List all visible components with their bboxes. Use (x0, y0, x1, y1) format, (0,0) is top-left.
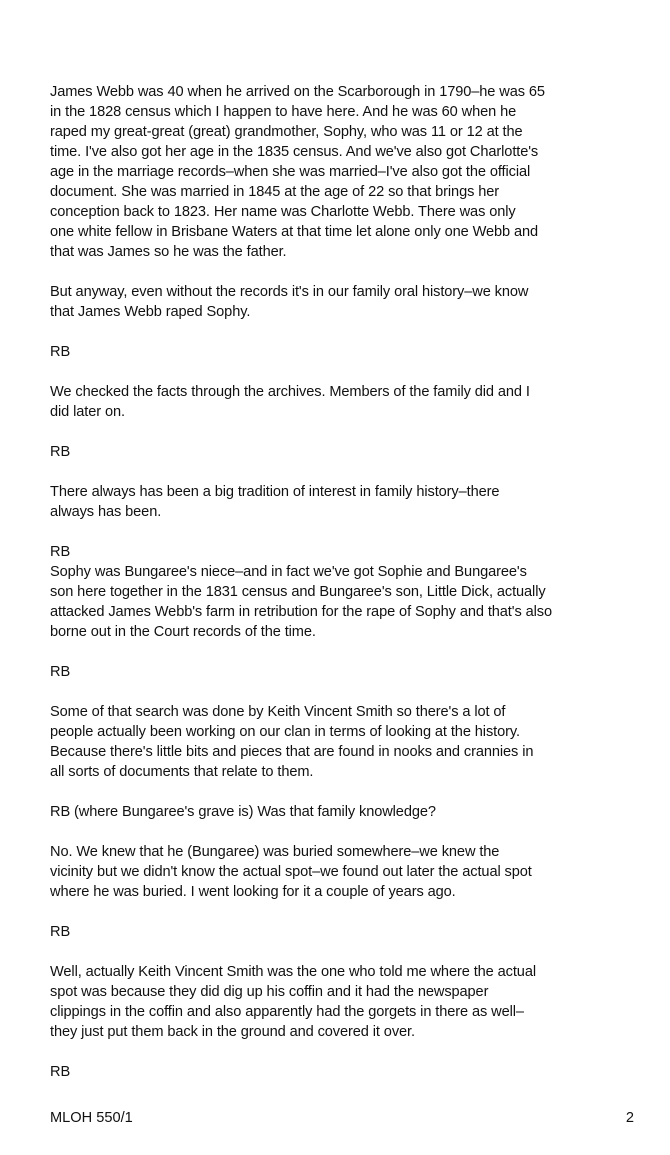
speaker-label-rb: RB (50, 344, 71, 360)
question-grave: RB (where Bungaree's grave is) Was that family knowledge? (50, 804, 436, 820)
footer-reference: MLOH 550/1 (50, 1110, 133, 1126)
paragraph-archives: We checked the facts through the archives. Members of the family did and I did later on. (50, 384, 530, 420)
paragraph-coffin: Well, actually Keith Vincent Smith was the one who told me where the actual spot was because they did dig up his coffin and it had the newspaper clippings in the coffin and also apparently had the gorgets in there as well– they just put them back in the ground and covered it over. (50, 964, 536, 1040)
transcript-body (50, 82, 640, 1082)
speaker-label-rb: RB (50, 1064, 71, 1080)
speaker-label-rb: RB (50, 444, 71, 460)
paragraph-research: Some of that search was done by Keith Vincent Smith so there's a lot of people actually been working on our clan in terms of looking at the history. Because there's little bits and pieces that are found in nooks and crannies in all sorts of documents that relate to them. (50, 704, 534, 780)
paragraph-oral-history: But anyway, even without the records it's in our family oral history–we know that James Webb raped Sophy. (50, 284, 529, 320)
page-number: 2 (625, 1110, 634, 1126)
speaker-label-rb: RB (50, 664, 71, 680)
paragraph-burial-site: No. We knew that he (Bungaree) was buried somewhere–we knew the vicinity but we didn't know the actual spot–we found out later the actual spot where he was buried. I went looking for it a couple of years ago. (50, 844, 532, 900)
speaker-label-rb: RB (50, 924, 71, 940)
paragraph-bungaree-niece: Sophy was Bungaree's niece–and in fact we've got Sophie and Bungaree's son here together in the 1831 census and Bungaree's son, Little Dick, actually attacked James Webb's farm in retribution for the rape of Sophy and that's also borne out in the Court records of the time. (50, 564, 552, 640)
paragraph-family-tradition: There always has been a big tradition of interest in family history–there always has been. (50, 484, 500, 520)
paragraph-james-webb: James Webb was 40 when he arrived on the Scarborough in 1790–he was 65 in the 1828 census which I happen to have here. And he was 60 when he raped my great-great (great) grandmother, Sophy, who was 11 or 12 at the time. I've also got her age in the 1835 census. And we've also got Charlotte's age in the marriage records–when she was married–I've also got the official document. She was married in 1845 at the age of 22 so that brings her conception back to 1823. Her name was Charlotte Webb. There was only one white fellow in Brisbane Waters at that time let alone only one Webb and that was James so he was the father. (50, 84, 545, 260)
speaker-label-rb: RB (50, 544, 71, 560)
